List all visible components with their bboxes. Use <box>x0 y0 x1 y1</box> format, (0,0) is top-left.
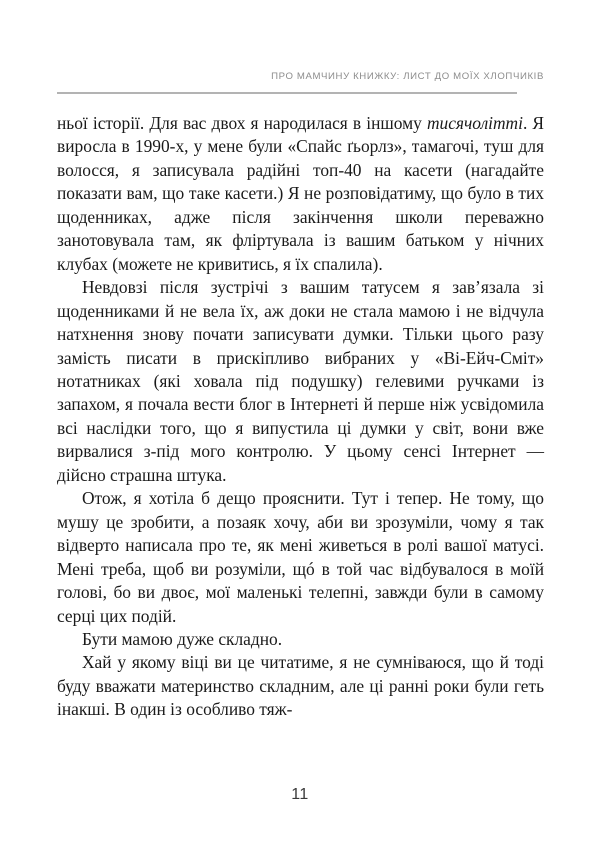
header-rule <box>57 92 517 94</box>
paragraph <box>57 112 544 276</box>
text-run: Невдовзі після зустрічі з вашим татусем я зав’язала зі щоденниками й не вела їх, аж доки не стала мамою і не відчула натхнення знову почати записувати думки. Тільки цього разу замість писати в прискіпливо вибраних у «Ві-Ейч-Сміт» нотатниках (які ховала під подушку) гелевими ручками із запахом, я почала вести блог в Інтернеті й перше ніж усвідомила всі наслідки того, що я випустила ці думки у світ, вони вже вирвалися з-під мого контролю. У цьому сенсі Інтернет — дійсно страшна штука. <box>57 277 544 485</box>
page-number: 11 <box>291 786 309 803</box>
text-run: . Я виросла в 1990-х, у мене були «Спайс ґьорлз», тамагочі, туш для волосся, я записувала радійні топ-40 на касети (нагадайте показати вам, що таке касети.) Я не розповідатиму, що було в тих щоденниках, адже після закінчення школи переважно занотовувала там, як фліртувала із вашим батьком у нічних клубах (можете не кривитись, я їх спалила). <box>57 113 544 274</box>
text-run: ньої історії. Для вас двох я народилася в іншому <box>57 113 427 133</box>
text-run: Отож, я хотіла б дещо прояснити. Тут і тепер. Не тому, що мушу це зробити, а позаяк хочу, аби ви зрозуміли, чому я так відверто написала про те, як мені живеться в ролі вашої матусі. Мені треба, щоб ви розуміли, щó в той час відбувалося в моїй голові, бо ви двоє, мої маленькі телепні, завжди були в самому серці цих подій. <box>57 488 544 626</box>
body-text-block <box>57 112 544 722</box>
text-run: Хай у якому віці ви це читатиме, я не сумніваюся, що й тоді буду вважати материнство складним, але ці ранні роки були геть інакші. В один із особливо тяж- <box>57 652 544 720</box>
paragraph <box>57 276 544 487</box>
text-run: Бути мамою дуже складно. <box>82 628 283 649</box>
paragraph <box>57 651 544 721</box>
paragraph <box>57 628 544 651</box>
running-head: ПРО МАМЧИНУ КНИЖКУ: ЛИСТ ДО МОЇХ ХЛОПЧИКІВ <box>271 71 544 82</box>
paragraph <box>57 487 544 628</box>
text-run-italic: тисячолітті <box>426 113 523 133</box>
